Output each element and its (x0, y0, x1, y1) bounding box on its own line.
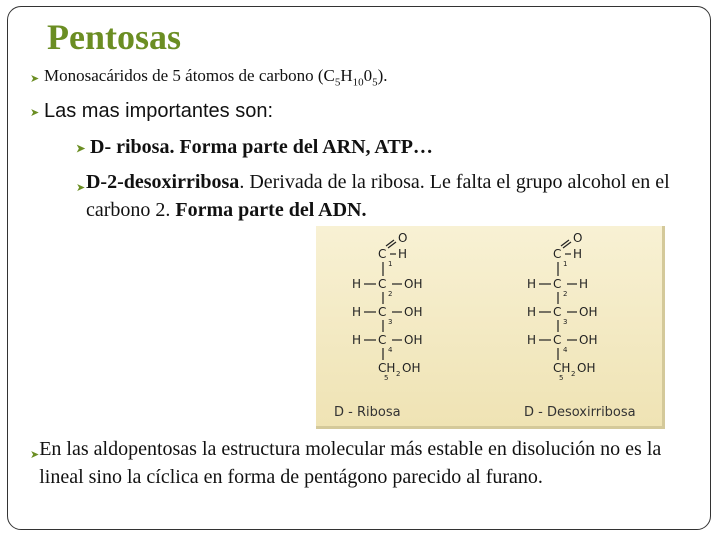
bullet-aldopentoses (30, 435, 700, 491)
bullet-text: D- ribosa. Forma parte del ARN, ATP… (90, 136, 433, 158)
ribose-label: D - Ribosa (334, 405, 401, 420)
svg-text:H: H (527, 277, 537, 291)
bullet-arrow-icon: ➤ (30, 449, 40, 461)
bullet-deoxyribose (76, 168, 706, 224)
svg-text:1: 1 (563, 260, 568, 268)
bullet-arrow-icon: ➤ (76, 143, 86, 155)
svg-text:H: H (352, 305, 362, 319)
svg-text:OH: OH (577, 361, 596, 375)
bullet-ribose (76, 136, 433, 159)
svg-text:O: O (398, 231, 408, 245)
svg-text:2: 2 (563, 290, 568, 298)
slide-title: Pentosas (47, 17, 181, 57)
structures-diagram (316, 226, 662, 426)
svg-text:CH: CH (553, 361, 571, 375)
bullet-text: En las aldopentosas la estructura molecular más estable en disolución no es la lineal sino la cíclica en forma de pentágono parecido al furano. (39, 438, 662, 488)
svg-text:H: H (352, 277, 362, 291)
bullet-arrow-icon: ➤ (76, 182, 86, 194)
bullet-arrow-icon: ➤ (30, 73, 40, 85)
c1: C (378, 247, 387, 261)
svg-text:4: 4 (388, 346, 393, 354)
svg-text:H: H (527, 305, 537, 319)
svg-text:OH: OH (402, 361, 421, 375)
svg-text:H: H (352, 333, 362, 347)
svg-text:C: C (553, 305, 562, 319)
ribose-structure (334, 231, 422, 420)
svg-text:C: C (553, 277, 562, 291)
svg-text:OH: OH (579, 305, 598, 319)
svg-text:5: 5 (559, 374, 564, 382)
bullet-text: Las mas importantes son: (44, 100, 273, 122)
svg-text:5: 5 (384, 374, 389, 382)
svg-text:2: 2 (396, 370, 401, 378)
svg-text:C: C (378, 333, 387, 347)
svg-text:2: 2 (571, 370, 576, 378)
svg-text:3: 3 (563, 318, 568, 326)
deoxyribose-structure (524, 231, 636, 420)
svg-text:4: 4 (563, 346, 568, 354)
svg-text:C: C (378, 305, 387, 319)
svg-text:OH: OH (404, 333, 423, 347)
svg-text:C: C (553, 247, 562, 261)
bullet-arrow-icon: ➤ (30, 107, 40, 119)
svg-text:H: H (579, 277, 589, 291)
svg-text:C: C (378, 277, 387, 291)
deoxyribose-label: D - Desoxirribosa (524, 405, 636, 420)
bullet-text: D-2-desoxirribosa. Derivada de la ribosa. Le falta el grupo alcohol en el carbono 2. Forma parte del ADN. (85, 171, 670, 221)
svg-text:1: 1 (388, 260, 393, 268)
svg-text:2: 2 (388, 290, 393, 298)
svg-text:OH: OH (579, 333, 598, 347)
svg-text:H: H (398, 247, 408, 261)
svg-text:O: O (573, 231, 583, 245)
svg-text:H: H (573, 247, 583, 261)
bullet-monosaccharides (30, 66, 388, 88)
bullet-text: Monosacáridos de 5 átomos de carbono $(C_5H_{10}0_5)$. (44, 66, 388, 89)
svg-text:3: 3 (388, 318, 393, 326)
svg-text:CH: CH (378, 361, 396, 375)
pentose-structures-figure (316, 226, 665, 429)
svg-text:C: C (553, 333, 562, 347)
svg-text:H: H (527, 333, 537, 347)
svg-text:OH: OH (404, 277, 423, 291)
bullet-most-important (30, 100, 273, 123)
svg-text:OH: OH (404, 305, 423, 319)
